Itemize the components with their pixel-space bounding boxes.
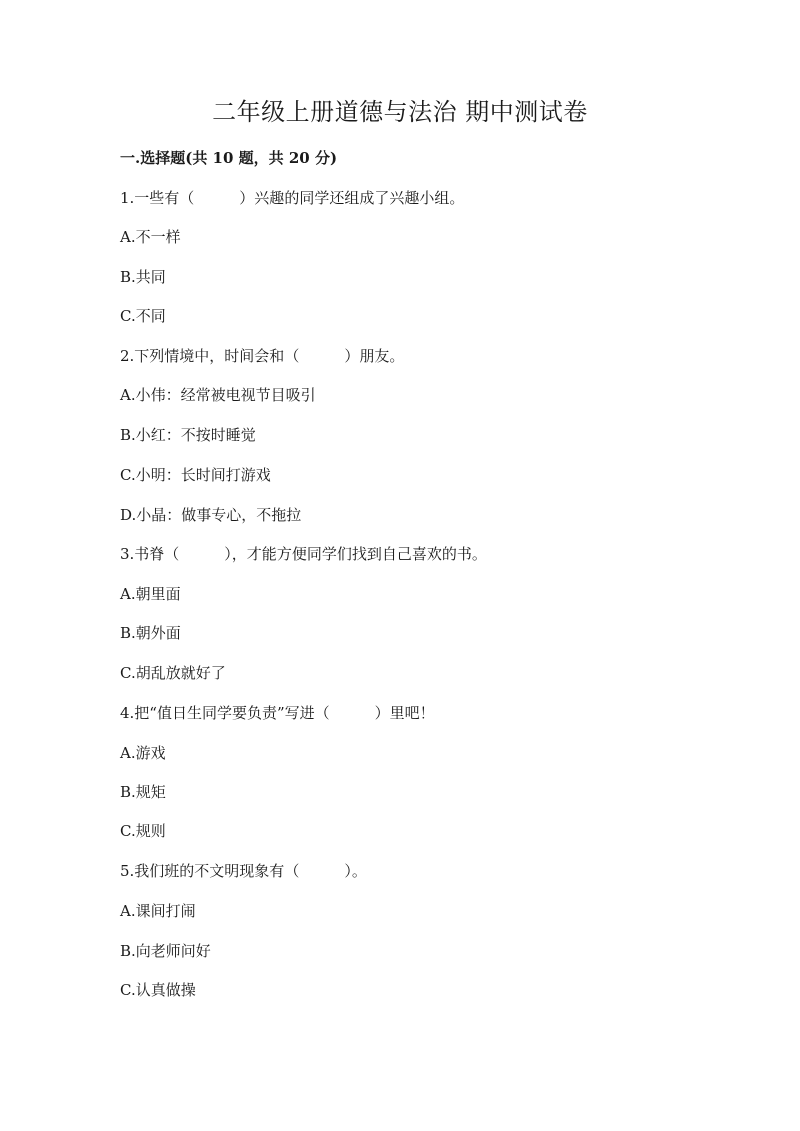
answer-option: C.规则 xyxy=(120,822,166,840)
answer-option: B.向老师问好 xyxy=(120,942,211,960)
answer-option: C.胡乱放就好了 xyxy=(120,664,226,682)
question-stem: 4.把“值日生同学要负责”写进（ ）里吧！ xyxy=(120,704,435,722)
answer-option: B.共同 xyxy=(120,268,166,286)
answer-option: B.朝外面 xyxy=(120,624,181,642)
question-stem: 2.下列情境中，时间会和（ ）朋友。 xyxy=(120,347,405,365)
question-stem: 5.我们班的不文明现象有（ ）。 xyxy=(120,862,367,880)
page-title: 二年级上册道德与法治 期中测试卷 xyxy=(212,98,588,126)
answer-option: D.小晶：做事专心，不拖拉 xyxy=(120,506,302,524)
answer-option: A.课间打闹 xyxy=(120,902,196,920)
answer-option: C.不同 xyxy=(120,307,166,325)
answer-option: A.游戏 xyxy=(120,744,166,762)
answer-option: A.小伟：经常被电视节目吸引 xyxy=(120,386,316,404)
question-stem: 3.书脊（ ），才能方便同学们找到自己喜欢的书。 xyxy=(120,545,487,563)
answer-option: B.规矩 xyxy=(120,783,166,801)
answer-option: A.不一样 xyxy=(120,228,181,246)
answer-option: C.小明：长时间打游戏 xyxy=(120,466,271,484)
answer-option: B.小红：不按时睡觉 xyxy=(120,426,256,444)
section-heading: 一.选择题(共 10 题，共 20 分) xyxy=(120,149,338,167)
answer-option: A.朝里面 xyxy=(120,585,181,603)
answer-option: C.认真做操 xyxy=(120,981,196,999)
question-stem: 1.一些有（ ）兴趣的同学还组成了兴趣小组。 xyxy=(120,189,465,207)
